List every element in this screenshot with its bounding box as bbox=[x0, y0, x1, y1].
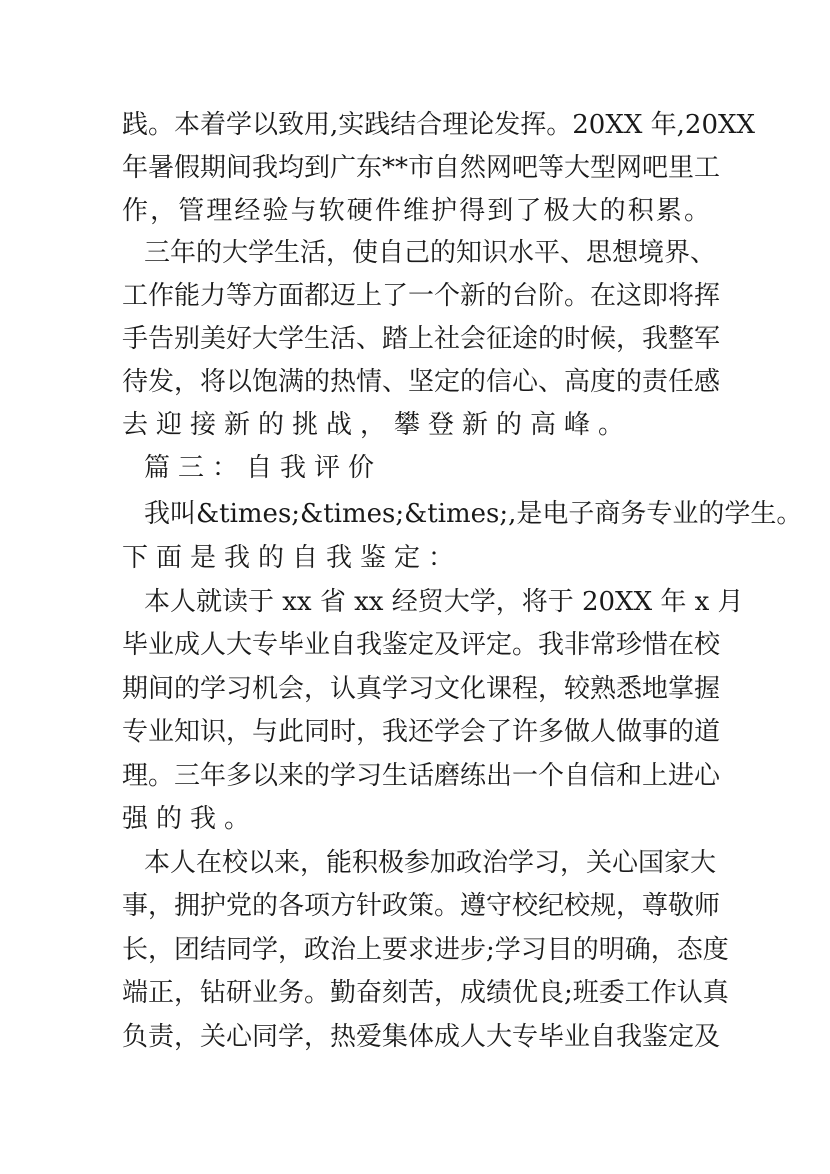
text-line: 负责，关心同学，热爱集体成人大专毕业自我鉴定及 bbox=[122, 1022, 721, 1052]
text-line: 践。本着学以致用,实践结合理论发挥。20XX 年,20XX bbox=[122, 110, 756, 140]
text-line: 期间的学习机会，认真学习文化课程，较熟悉地掌握 bbox=[122, 674, 721, 704]
text-line: 手告别美好大学生活、踏上社会征途的时候，我整军 bbox=[122, 324, 721, 354]
text-line: 工作能力等方面都迈上了一个新的台阶。在这即将挥 bbox=[122, 281, 721, 311]
text-line: 三年的大学生活，使自己的知识水平、思想境界、 bbox=[144, 238, 717, 268]
text-line: 下面是我的自我鉴定： bbox=[122, 543, 463, 573]
text-line: 年暑假期间我均到广东**市自然网吧等大型网吧里工 bbox=[122, 153, 721, 183]
text-line: 专业知识，与此同时，我还学会了许多做人做事的道 bbox=[122, 717, 721, 747]
text-line: 强的我。 bbox=[122, 804, 259, 834]
text-line: 本人就读于 xx 省 xx 经贸大学，将于 20XX 年 x 月 bbox=[144, 587, 744, 617]
text-line: 我叫&times;&times;&times;,是电子商务专业的学生。 bbox=[144, 499, 803, 529]
text-line: 毕业成人大专毕业自我鉴定及评定。我非常珍惜在校 bbox=[122, 630, 721, 660]
text-line: 端正，钻研业务。勤奋刻苦，成绩优良;班委工作认真 bbox=[122, 978, 729, 1008]
text-line: 理。三年多以来的学习生话磨练出一个自信和上进心 bbox=[122, 761, 721, 791]
text-line: 长，团结同学，政治上要求进步;学习目的明确，态度 bbox=[122, 935, 729, 965]
text-line: 事，拥护党的各项方针政策。遵守校纪校规，尊敬师 bbox=[122, 891, 721, 921]
text-line: 篇三：自我评价 bbox=[144, 453, 383, 483]
text-line: 本人在校以来，能积极参加政治学习，关心国家大 bbox=[144, 848, 717, 878]
text-line: 待发，将以饱满的热情、坚定的信心、高度的责任感 bbox=[122, 367, 721, 397]
text-line: 去迎接新的挑战，攀登新的高峰。 bbox=[122, 410, 633, 440]
text-line: 作，管理经验与软硬件维护得到了极大的积累。 bbox=[122, 196, 710, 226]
